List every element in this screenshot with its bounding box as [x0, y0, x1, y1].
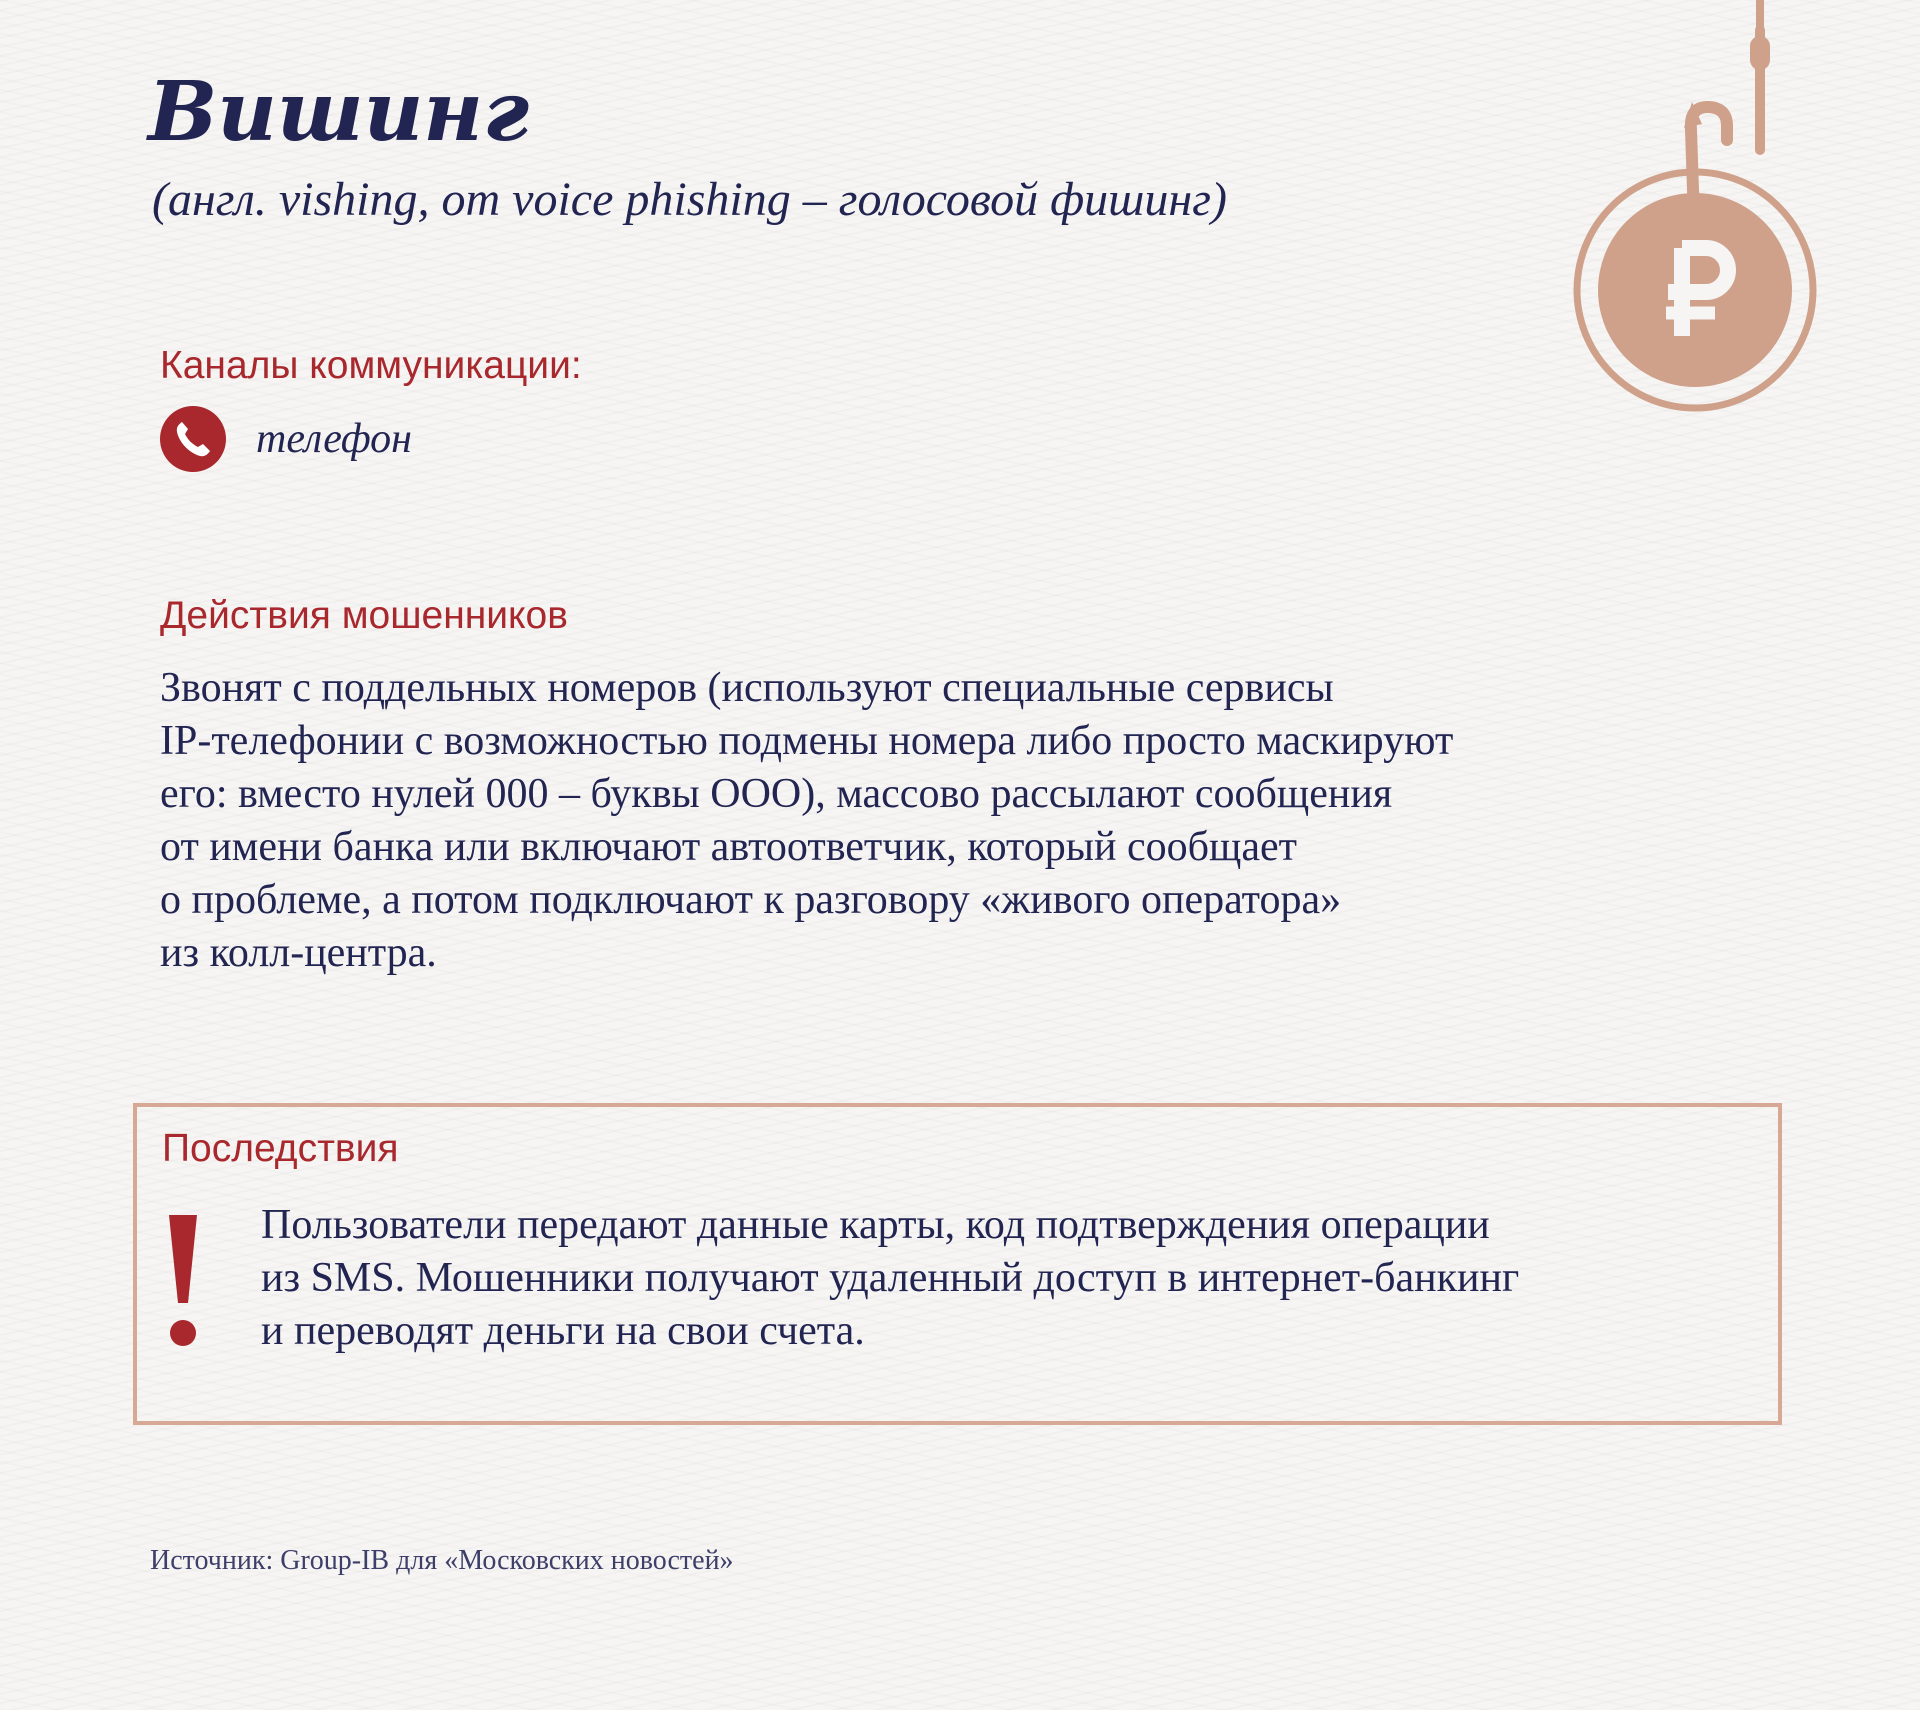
- source-note: Источник: Group-IB для «Московских новостей»: [150, 1545, 734, 1576]
- actions-paragraph: [160, 662, 1453, 980]
- page-title: Вишинг: [148, 64, 530, 160]
- consequences-heading: Последствия: [162, 1127, 399, 1170]
- actions-line: от имени банка или включают автоответчик, который сообщает: [160, 824, 1297, 870]
- actions-line: IP-телефонии с возможностью подмены номера либо просто маскируют: [160, 718, 1454, 764]
- actions-line: Звонят с поддельных номеров (используют специальные сервисы: [160, 665, 1334, 711]
- actions-line: из колл-центра.: [160, 930, 437, 976]
- channel-item-phone: [160, 406, 412, 472]
- consequences-line: и переводят деньги на свои счета.: [261, 1308, 865, 1354]
- channel-label: телефон: [256, 416, 412, 462]
- consequences-line: из SMS. Мошенники получают удаленный доступ в интернет-банкинг: [261, 1255, 1520, 1301]
- consequences-box: [133, 1103, 1782, 1425]
- consequences-line: Пользователи передают данные карты, код подтверждения операции: [261, 1202, 1490, 1248]
- exclamation-icon: [168, 1215, 198, 1347]
- ruble-coin-on-hook-icon: [1570, 0, 1830, 420]
- channels-heading: Каналы коммуникации:: [160, 344, 582, 387]
- consequences-paragraph: [261, 1199, 1519, 1358]
- phone-icon: [160, 406, 226, 472]
- actions-heading: Действия мошенников: [160, 594, 568, 637]
- page-subtitle: (англ. vishing, от voice phishing – голосовой фишинг): [152, 173, 1227, 226]
- actions-line: его: вместо нулей 000 – буквы ООО), массово рассылают сообщения: [160, 771, 1393, 817]
- actions-line: о проблеме, а потом подключают к разговору «живого оператора»: [160, 877, 1342, 923]
